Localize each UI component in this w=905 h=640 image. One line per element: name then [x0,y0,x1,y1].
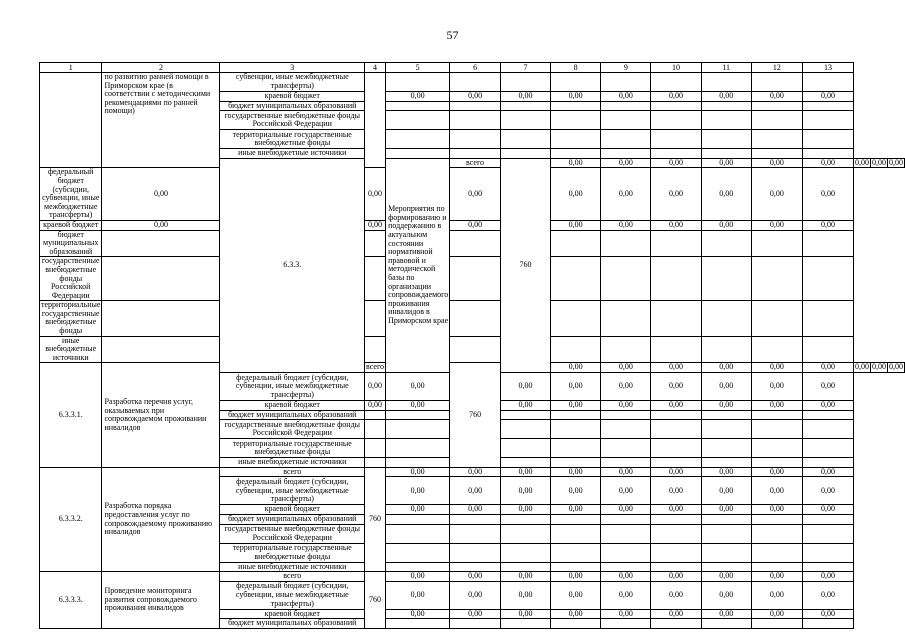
value-cell: 0,00 [601,572,651,582]
value-cell: 0,00 [872,362,886,372]
value-cell: 0,00 [751,92,802,102]
value-cell: 0,00 [365,168,386,221]
value-cell: 0,00 [365,373,386,401]
fund-source: бюджет муниципальных образований [40,230,102,257]
column-header: 1 [40,63,102,73]
value-cell: 0,00 [601,92,651,102]
value-cell: 0,00 [751,373,802,401]
value-cell: 0,00 [651,572,701,582]
value-cell: 0,00 [551,373,601,401]
column-header: 11 [701,63,751,73]
value-cell: 0,00 [601,373,651,401]
value-cell: 0,00 [500,92,550,102]
value-cell: 0,00 [500,467,550,477]
value-cell: 0,00 [450,477,501,505]
col4-value: 760 [365,572,386,629]
row-code: 6.3.3.2. [40,467,102,571]
value-cell: 0,00 [601,467,651,477]
column-header: 10 [651,63,701,73]
column-header: 7 [500,63,550,73]
value-cell: 0,00 [365,401,386,411]
value-cell: 0,00 [386,505,450,515]
fund-source: краевой бюджет [220,401,365,411]
value-cell: 0,00 [551,168,601,221]
fund-source: федеральный бюджет (субсидии, субвенции, иные межбюджетные трансферты) [40,168,102,221]
value-cell: 0,00 [102,220,220,230]
value-cell: 0,00 [450,220,501,230]
fund-source: государственные внебюджетные фонды Российской Федерации [40,257,102,301]
value-cell: 0,00 [601,505,651,515]
value-cell: 0,00 [500,373,550,401]
value-cell: 0,00 [386,401,450,411]
value-cell: 0,00 [500,505,550,515]
col4-value: 760 [365,467,386,571]
value-cell: 0,00 [802,168,853,221]
value-cell: 0,00 [386,609,450,619]
value-cell: 0,00 [651,505,701,515]
value-cell: 0,00 [802,572,853,582]
fund-source: территориальные государственные внебюджетные фонды [41,300,101,336]
value-cell: 0,00 [601,477,651,505]
value-cell: 0,00 [701,467,751,477]
fund-source: всего [220,467,365,477]
value-cell: 0,00 [450,92,501,102]
value-cell: 0,00 [450,168,501,221]
value-cell: 0,00 [751,158,802,168]
fund-source: иные внебюджетные источники [40,336,102,363]
fund-source: иные внебюджетные источники [220,562,365,572]
value-cell: 0,00 [651,581,701,609]
value-cell: 0,00 [872,158,886,167]
value-cell: 0,00 [701,168,751,221]
value-cell: 0,00 [802,92,853,102]
value-cell: 0,00 [450,505,501,515]
fund-source: краевой бюджет [40,220,102,230]
value-cell: 0,00 [386,581,450,609]
value-cell: 0,00 [802,220,853,230]
value-cell: 0,00 [651,363,701,373]
table-row [40,572,905,582]
value-cell: 0,00 [651,467,701,477]
value-cell: 0,00 [551,609,601,619]
value-cell: 0,00 [500,609,550,619]
value-cell: 0,00 [500,477,550,505]
value-cell: 0,00 [601,220,651,230]
value-cell: 0,00 [751,572,802,582]
value-cell: 0,00 [855,362,869,372]
page-number: 57 [446,28,459,42]
value-cell: 0,00 [701,505,751,515]
value-cell: 0,00 [855,158,869,167]
table-row [40,73,905,92]
column-header: 2 [102,63,220,73]
value-cell: 0,00 [751,363,802,373]
fund-source: федеральный бюджет (субсидии, субвенции, иные межбюджетные трансферты) [220,373,365,401]
value-cell: 0,00 [551,220,601,230]
value-cell: 0,00 [651,158,701,168]
column-header: 6 [450,63,501,73]
value-cell: 0,00 [450,581,501,609]
value-cell: 0,00 [365,220,386,230]
column-header: 13 [802,63,853,73]
row-code [40,73,102,168]
table-row [40,363,905,373]
value-cell: 0,00 [551,92,601,102]
value-cell: 0,00 [551,581,601,609]
value-cell: 0,00 [601,609,651,619]
value-cell: 0,00 [500,401,550,411]
column-header-row [40,63,905,73]
fund-source: всего [450,158,501,168]
value-cell: 0,00 [450,572,501,582]
value-cell: 0,00 [551,363,601,373]
value-cell: 0,00 [386,92,450,102]
value-cell: 0,00 [802,505,853,515]
value-cell: 0,00 [701,220,751,230]
table-row [40,301,905,336]
value-cell: 0,00 [701,477,751,505]
fund-source: территориальные государственные внебюджетные фонды [220,130,365,149]
table-row [40,467,905,477]
fund-source: бюджет муниципальных образований [220,101,365,111]
value-cell: 0,00 [751,401,802,411]
fund-source: иные внебюджетные источники [220,458,365,468]
row-code: 6.3.3.3. [40,572,102,629]
table-row [40,230,905,257]
value-cell: 0,00 [751,477,802,505]
measure-name: Разработка порядка предоставления услуг по сопровождаемому проживанию инвалидов [102,467,220,571]
fund-source: краевой бюджет [220,92,365,102]
column-header: 3 [220,63,365,73]
fund-source: государственные внебюджетные фонды Российской Федерации [220,524,365,543]
fund-source: бюджет муниципальных образований [220,619,365,629]
value-cell: 0,00 [802,363,853,373]
value-cell: 0,00 [102,168,220,221]
value-cell: 0,00 [751,220,802,230]
value-cell: 0,00 [651,92,701,102]
value-cell: 0,00 [651,373,701,401]
value-cell: 0,00 [802,373,853,401]
value-cell: 0,00 [551,505,601,515]
fund-source: бюджет муниципальных образований [220,410,365,420]
value-cell: 0,00 [751,168,802,221]
column-header: 12 [751,63,802,73]
value-cell: 0,00 [551,158,601,168]
value-cell: 0,00 [450,467,501,477]
value-cell: 0,00 [601,363,651,373]
fund-source: всего [366,362,385,372]
value-cell: 0,00 [802,467,853,477]
value-cell: 0,00 [802,477,853,505]
value-cell: 0,00 [551,467,601,477]
row-code: 6.3.3. [220,158,365,372]
measure-name: Мероприятия по формированию и поддержанию в актуальном состоянии нормативной правовой и методической базы по организации сопровождаемого проживания инвалидов в Приморском крае [386,158,450,372]
value-cell: 0,00 [701,609,751,619]
value-cell: 0,00 [701,581,751,609]
value-cell: 0,00 [500,581,550,609]
column-header: 8 [551,63,601,73]
value-cell: 0,00 [889,362,903,372]
value-cell: 0,00 [701,401,751,411]
value-cell: 0,00 [802,401,853,411]
measure-name: по развитию ранней помощи в Приморском крае (в соответствии с методическими рекомендациями по ранней помощи) [102,73,220,168]
fund-source: федеральный бюджет (субсидии, субвенции, иные межбюджетные трансферты) [220,581,365,609]
fund-source: бюджет муниципальных образований [220,515,365,525]
value-cell: 0,00 [651,477,701,505]
value-cell: 0,00 [651,401,701,411]
fund-source: федеральный бюджет (субсидии, субвенции, иные межбюджетные трансферты) [220,477,365,505]
measure-name: Проведение мониторинга развития сопровождаемого проживания инвалидов [102,572,220,629]
value-cell: 0,00 [386,373,450,401]
value-cell: 0,00 [751,609,802,619]
value-cell: 0,00 [551,572,601,582]
column-header: 9 [601,63,651,73]
value-cell: 0,00 [651,168,701,221]
value-cell: 0,00 [701,572,751,582]
col4-value: 760 [500,158,550,372]
value-cell: 0,00 [386,477,450,505]
fund-source: субвенции, иные межбюджетные трансферты) [220,73,365,92]
value-cell: 0,00 [651,220,701,230]
fund-source: краевой бюджет [220,609,365,619]
column-header: 4 [365,63,386,73]
value-cell: 0,00 [701,373,751,401]
value-cell: 0,00 [551,477,601,505]
value-cell: 0,00 [386,572,450,582]
value-cell: 0,00 [651,609,701,619]
table-row [40,220,905,230]
value-cell: 0,00 [551,401,601,411]
column-header: 5 [386,63,450,73]
value-cell: 0,00 [386,467,450,477]
value-cell: 0,00 [450,609,501,619]
row-code: 6.3.3.1. [40,363,102,467]
fund-source: всего [220,572,365,582]
table-row [40,257,905,301]
value-cell: 0,00 [701,92,751,102]
value-cell: 0,00 [802,581,853,609]
value-cell: 0,00 [751,467,802,477]
value-cell: 0,00 [500,572,550,582]
fund-source: государственные внебюджетные фонды Российской Федерации [220,420,365,439]
fund-source: территориальные государственные внебюджетные фонды [220,439,365,458]
value-cell: 0,00 [701,158,751,168]
value-cell: 0,00 [802,609,853,619]
measure-name: Разработка перечня услуг, оказываемых при сопровождаемом проживании инвалидов [102,363,220,467]
value-cell: 0,00 [701,363,751,373]
col4 [365,73,386,168]
table-row [40,336,905,363]
value-cell: 0,00 [889,158,903,167]
value-cell: 0,00 [601,581,651,609]
fund-source: иные внебюджетные источники [220,149,365,159]
fund-source: краевой бюджет [220,505,365,515]
budget-table [39,62,905,629]
fund-source: государственные внебюджетные фонды Российской Федерации [220,111,365,130]
value-cell: 0,00 [601,401,651,411]
value-cell: 0,00 [751,581,802,609]
value-cell: 0,00 [601,168,651,221]
table-row [40,168,905,221]
fund-source: территориальные государственные внебюджетные фонды [220,543,365,562]
value-cell: 0,00 [802,158,853,168]
value-cell: 0,00 [751,505,802,515]
value-cell: 0,00 [601,158,651,168]
col4-value: 760 [450,363,501,467]
